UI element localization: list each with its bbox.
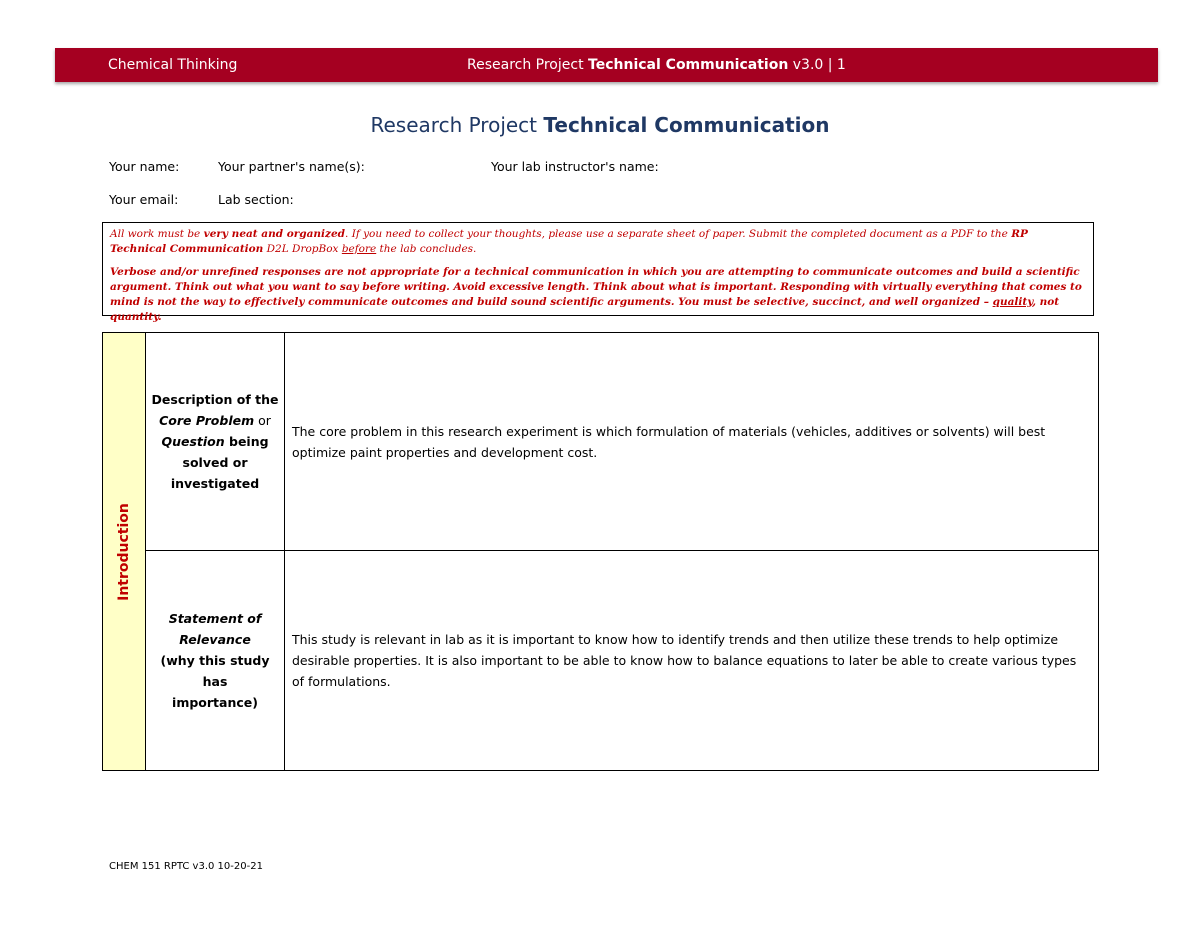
your-name-label: Your name:	[109, 159, 180, 174]
relevance-response[interactable]: This study is relevant in lab as it is important to know how to identify trends and then utilize these trends to help optimize desirable properties. It is also important to be able to know how to balance equations to later be able to create various types of formulations.	[285, 551, 1099, 771]
header-course-name: Chemical Thinking	[108, 57, 238, 73]
table-row	[103, 333, 1099, 551]
section-cell	[103, 333, 146, 771]
header-doc-title: Research Project Technical Communication v3.0 | 1	[467, 57, 846, 73]
your-email-label: Your email:	[109, 192, 179, 207]
header-bar	[55, 48, 1158, 82]
table-row	[103, 551, 1099, 771]
introduction-table	[102, 332, 1099, 771]
instructions-paragraph-2: Verbose and/or unrefined responses are not appropriate for a technical communication in which you are attempting to communicate outcomes and build a scientific argument. Think out what you want to say before writing. Avoid excessive length. Think about what is important. Responding with virtually everything that comes to mind is not the way to effectively communicate outcomes and build sound scientific arguments. You must be selective, succinct, and well organized – quality, not quantity.	[110, 266, 1082, 323]
instructions-box	[102, 222, 1094, 323]
page-title: Research Project Technical Communication	[370, 113, 830, 137]
core-problem-response[interactable]: The core problem in this research experiment is which formulation of materials (vehicles, additives or solvents) will best optimize paint properties and development cost.	[285, 333, 1099, 551]
page-footer: CHEM 151 RPTC v3.0 10-20-21	[109, 861, 263, 872]
section-label-introduction: Introduction	[116, 502, 132, 601]
core-problem-label: Description of the Core Problem or Question being solved or investigated	[146, 333, 285, 551]
partner-name-label: Your partner's name(s):	[218, 159, 365, 174]
relevance-label: Statement of Relevance (why this study has importance)	[146, 551, 285, 771]
instructions-paragraph-1: All work must be very neat and organized. If you need to collect your thoughts, please use a separate sheet of paper. Submit the completed document as a PDF to the RP Technical Communication D2L DropBox before the lab concludes.	[110, 228, 1028, 255]
lab-section-label: Lab section:	[218, 192, 294, 207]
instructor-name-label: Your lab instructor's name:	[491, 159, 659, 174]
